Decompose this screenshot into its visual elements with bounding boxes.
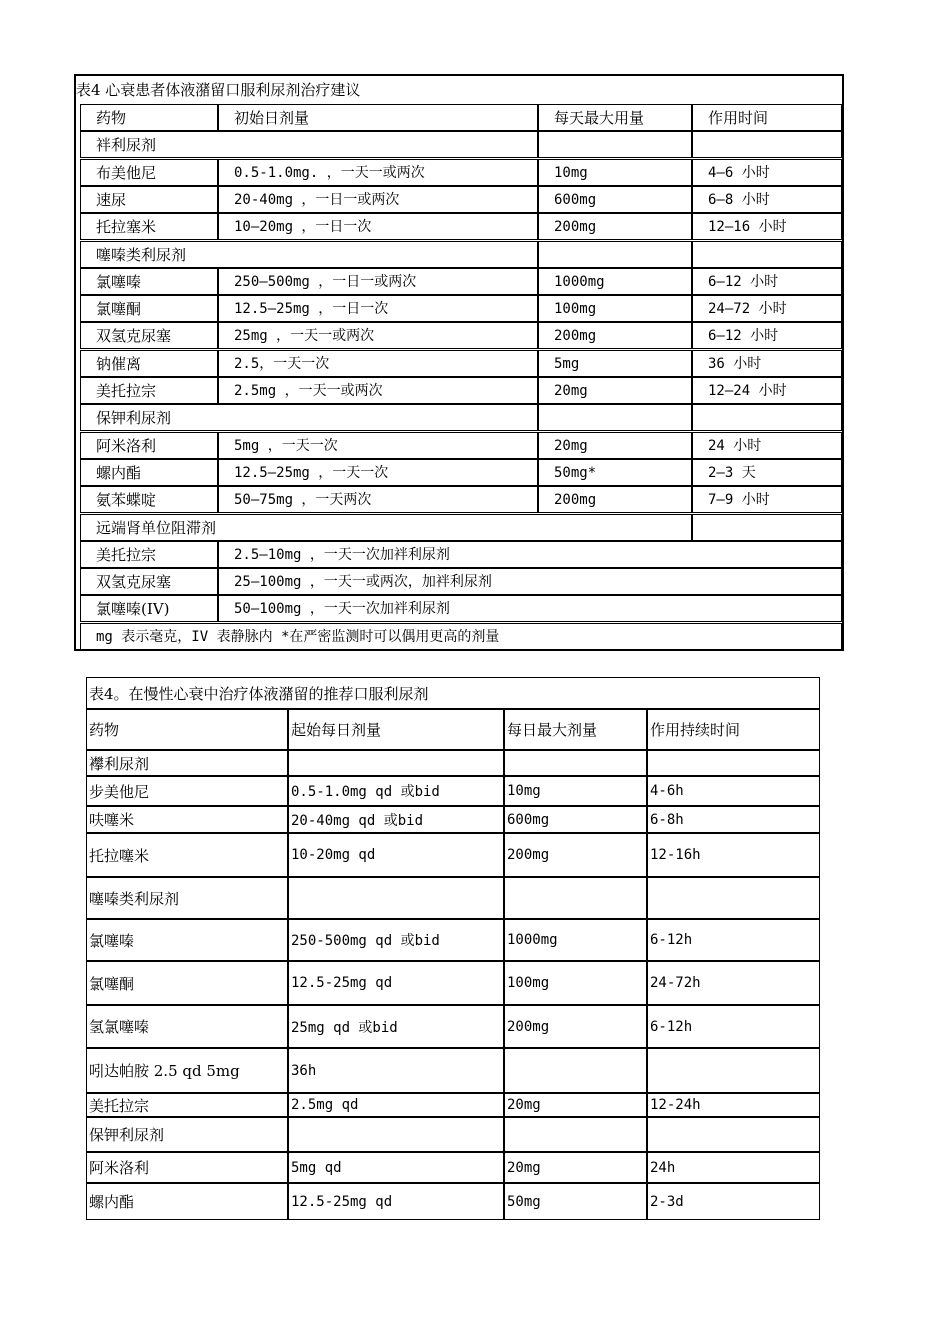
duration: 12—24 小时 xyxy=(692,377,842,404)
empty-cell xyxy=(504,1048,647,1093)
table-row xyxy=(80,131,842,158)
duration: 24 小时 xyxy=(692,432,842,459)
initial-dose: 5mg qd xyxy=(288,1152,504,1183)
empty-cell xyxy=(692,241,842,268)
initial-dose: 0.5-1.0mg qd 或bid xyxy=(288,776,504,806)
empty-cell xyxy=(504,750,647,776)
max-dose: 200mg xyxy=(538,213,692,240)
max-dose: 200mg xyxy=(504,1005,647,1048)
max-dose: 5mg xyxy=(538,350,692,377)
table-row xyxy=(86,750,820,776)
table-row xyxy=(86,833,820,877)
max-dose: 600mg xyxy=(504,806,647,833)
drug-name: 步美他尼 xyxy=(86,776,288,806)
duration: 6—12 小时 xyxy=(692,268,842,295)
table-row xyxy=(86,776,820,806)
column-header: 起始每日剂量 xyxy=(288,709,504,750)
initial-dose: 25mg qd 或bid xyxy=(288,1005,504,1048)
duration: 12—16 小时 xyxy=(692,213,842,240)
max-dose: 1000mg xyxy=(504,919,647,961)
drug-name: 氯噻嗪(IV) xyxy=(80,595,218,622)
table-row xyxy=(80,459,842,486)
duration: 36 小时 xyxy=(692,350,842,377)
duration: 2-3d xyxy=(647,1183,820,1220)
duration: 24h xyxy=(647,1152,820,1183)
empty-cell xyxy=(692,404,842,431)
table-row xyxy=(80,377,842,404)
drug-name: 呋噻米 xyxy=(86,806,288,833)
table-row xyxy=(86,1093,820,1117)
drug-name: 双氢克尿塞 xyxy=(80,568,218,595)
empty-cell xyxy=(288,877,504,919)
drug-name: 氯噻嗪 xyxy=(86,919,288,961)
table-row xyxy=(80,404,842,431)
initial-dose: 2.5，一天一次 xyxy=(218,350,538,377)
initial-dose: 250-500mg qd 或bid xyxy=(288,919,504,961)
initial-dose: 12.5—25mg ，一天一次 xyxy=(218,459,538,486)
table-row xyxy=(86,1117,820,1152)
table-row xyxy=(86,806,820,833)
table-row xyxy=(80,295,842,322)
table-2-caption: 表4。在慢性心衰中治疗体液潴留的推荐口服利尿剂 xyxy=(86,677,820,709)
table-row xyxy=(86,919,820,961)
max-dose: 10mg xyxy=(538,159,692,186)
duration: 4—6 小时 xyxy=(692,159,842,186)
max-dose: 20mg xyxy=(504,1093,647,1117)
max-dose: 10mg xyxy=(504,776,647,806)
duration: 2—3 天 xyxy=(692,459,842,486)
duration: 7—9 小时 xyxy=(692,486,842,513)
drug-name: 螺内酯 xyxy=(86,1183,288,1220)
drug-name: 氨苯蝶啶 xyxy=(80,486,218,513)
drug-name: 钠催离 xyxy=(80,350,218,377)
table-row xyxy=(80,432,842,459)
duration: 6-12h xyxy=(647,1005,820,1048)
table-row xyxy=(80,568,842,595)
table-row xyxy=(80,486,842,513)
drug-name: 保钾利尿剂 xyxy=(86,1117,288,1152)
dose-note: 2.5—10mg ，一天一次加袢利尿剂 xyxy=(218,541,842,568)
max-dose: 20mg xyxy=(538,377,692,404)
table-1 xyxy=(74,74,844,651)
table-row xyxy=(80,241,842,268)
initial-dose: 50—75mg ，一天两次 xyxy=(218,486,538,513)
max-dose: 50mg* xyxy=(538,459,692,486)
empty-cell xyxy=(692,514,842,541)
table-row xyxy=(80,268,842,295)
max-dose: 200mg xyxy=(504,833,647,877)
table-2 xyxy=(86,677,820,1230)
empty-cell xyxy=(692,131,842,158)
initial-dose: 12.5—25mg ，一日一次 xyxy=(218,295,538,322)
drug-name: 阿米洛利 xyxy=(86,1152,288,1183)
table-2-header-row xyxy=(86,709,820,750)
empty-cell xyxy=(538,131,692,158)
max-dose: 50mg xyxy=(504,1183,647,1220)
table-row xyxy=(86,1048,820,1093)
duration: 6—8 小时 xyxy=(692,186,842,213)
max-dose: 20mg xyxy=(504,1152,647,1183)
max-dose: 100mg xyxy=(504,961,647,1005)
group-label: 袢利尿剂 xyxy=(80,131,538,158)
initial-dose: 10-20mg qd xyxy=(288,833,504,877)
duration: 24—72 小时 xyxy=(692,295,842,322)
drug-name: 托拉塞米 xyxy=(80,213,218,240)
empty-cell xyxy=(647,1048,820,1093)
initial-dose: 25mg ，一天一或两次 xyxy=(218,322,538,349)
table-row xyxy=(80,159,842,186)
drug-name: 双氢克尿塞 xyxy=(80,322,218,349)
group-label: 噻嗪类利尿剂 xyxy=(80,241,538,268)
dose-note: 50—100mg ，一天一次加袢利尿剂 xyxy=(218,595,842,622)
table-row xyxy=(86,1152,820,1183)
column-header: 初始日剂量 xyxy=(218,104,538,131)
column-header: 作用时间 xyxy=(692,104,842,131)
drug-name: 美托拉宗 xyxy=(86,1093,288,1117)
table-1-header-row xyxy=(80,104,842,131)
table-row xyxy=(80,541,842,568)
table-row xyxy=(80,186,842,213)
drug-name: 美托拉宗 xyxy=(80,541,218,568)
initial-dose: 5mg ，一天一次 xyxy=(218,432,538,459)
drug-name: 襻利尿剂 xyxy=(86,750,288,776)
drug-name: 吲达帕胺 2.5 qd 5mg xyxy=(86,1048,288,1093)
duration: 6-12h xyxy=(647,919,820,961)
drug-name: 美托拉宗 xyxy=(80,377,218,404)
max-dose: 600mg xyxy=(538,186,692,213)
table-row xyxy=(86,961,820,1005)
duration: 6—12 小时 xyxy=(692,322,842,349)
duration: 4-6h xyxy=(647,776,820,806)
empty-cell xyxy=(538,404,692,431)
initial-dose: 12.5-25mg qd xyxy=(288,961,504,1005)
drug-name: 氯噻嗪 xyxy=(80,268,218,295)
table-row xyxy=(86,1183,820,1220)
group-label: 远端肾单位阻滞剂 xyxy=(80,514,692,541)
column-header: 每天最大用量 xyxy=(538,104,692,131)
drug-name: 螺内酯 xyxy=(80,459,218,486)
table-row xyxy=(80,350,842,377)
max-dose: 1000mg xyxy=(538,268,692,295)
table-footnote: mg 表示毫克，IV 表静脉内 *在严密监测时可以偶用更高的剂量 xyxy=(80,623,842,650)
initial-dose: 10—20mg ，一日一次 xyxy=(218,213,538,240)
table-row xyxy=(80,322,842,349)
empty-cell xyxy=(504,1117,647,1152)
empty-cell xyxy=(647,1117,820,1152)
drug-name: 噻嗪类利尿剂 xyxy=(86,877,288,919)
drug-name: 氯噻酮 xyxy=(86,961,288,1005)
max-dose: 100mg xyxy=(538,295,692,322)
drug-name: 托拉噻米 xyxy=(86,833,288,877)
initial-dose: 12.5-25mg qd xyxy=(288,1183,504,1220)
empty-cell xyxy=(538,241,692,268)
table-row xyxy=(80,213,842,240)
initial-dose: 0.5-1.0mg. ，一天一或两次 xyxy=(218,159,538,186)
duration: 6-8h xyxy=(647,806,820,833)
empty-cell xyxy=(288,750,504,776)
empty-cell xyxy=(288,1117,504,1152)
table-row xyxy=(86,877,820,919)
empty-cell xyxy=(504,877,647,919)
table-row xyxy=(80,623,842,650)
initial-dose: 250—500mg ，一日一或两次 xyxy=(218,268,538,295)
column-header: 每日最大剂量 xyxy=(504,709,647,750)
empty-cell xyxy=(647,750,820,776)
initial-dose: 20-40mg ，一日一或两次 xyxy=(218,186,538,213)
drug-name: 速尿 xyxy=(80,186,218,213)
initial-dose: 2.5mg qd xyxy=(288,1093,504,1117)
initial-dose: 2.5mg ，一天一或两次 xyxy=(218,377,538,404)
column-header: 药物 xyxy=(86,709,288,750)
empty-cell xyxy=(647,877,820,919)
drug-name: 氯噻酮 xyxy=(80,295,218,322)
column-header: 作用持续时间 xyxy=(647,709,820,750)
duration: 24-72h xyxy=(647,961,820,1005)
drug-name: 阿米洛利 xyxy=(80,432,218,459)
dose-note: 25—100mg ，一天一或两次，加袢利尿剂 xyxy=(218,568,842,595)
max-dose: 200mg xyxy=(538,486,692,513)
duration: 12-24h xyxy=(647,1093,820,1117)
table-row xyxy=(80,595,842,622)
max-dose: 20mg xyxy=(538,432,692,459)
max-dose: 200mg xyxy=(538,322,692,349)
table-row xyxy=(80,514,842,541)
drug-name: 布美他尼 xyxy=(80,159,218,186)
table-1-caption: 表4 心衰患者体液潴留口服利尿剂治疗建议 xyxy=(76,81,361,99)
column-header: 药物 xyxy=(80,104,218,131)
initial-dose: 20-40mg qd 或bid xyxy=(288,806,504,833)
initial-dose: 36h xyxy=(288,1048,504,1093)
drug-name: 氢氯噻嗪 xyxy=(86,1005,288,1048)
group-label: 保钾利尿剂 xyxy=(80,404,538,431)
table-row xyxy=(86,1005,820,1048)
duration: 12-16h xyxy=(647,833,820,877)
